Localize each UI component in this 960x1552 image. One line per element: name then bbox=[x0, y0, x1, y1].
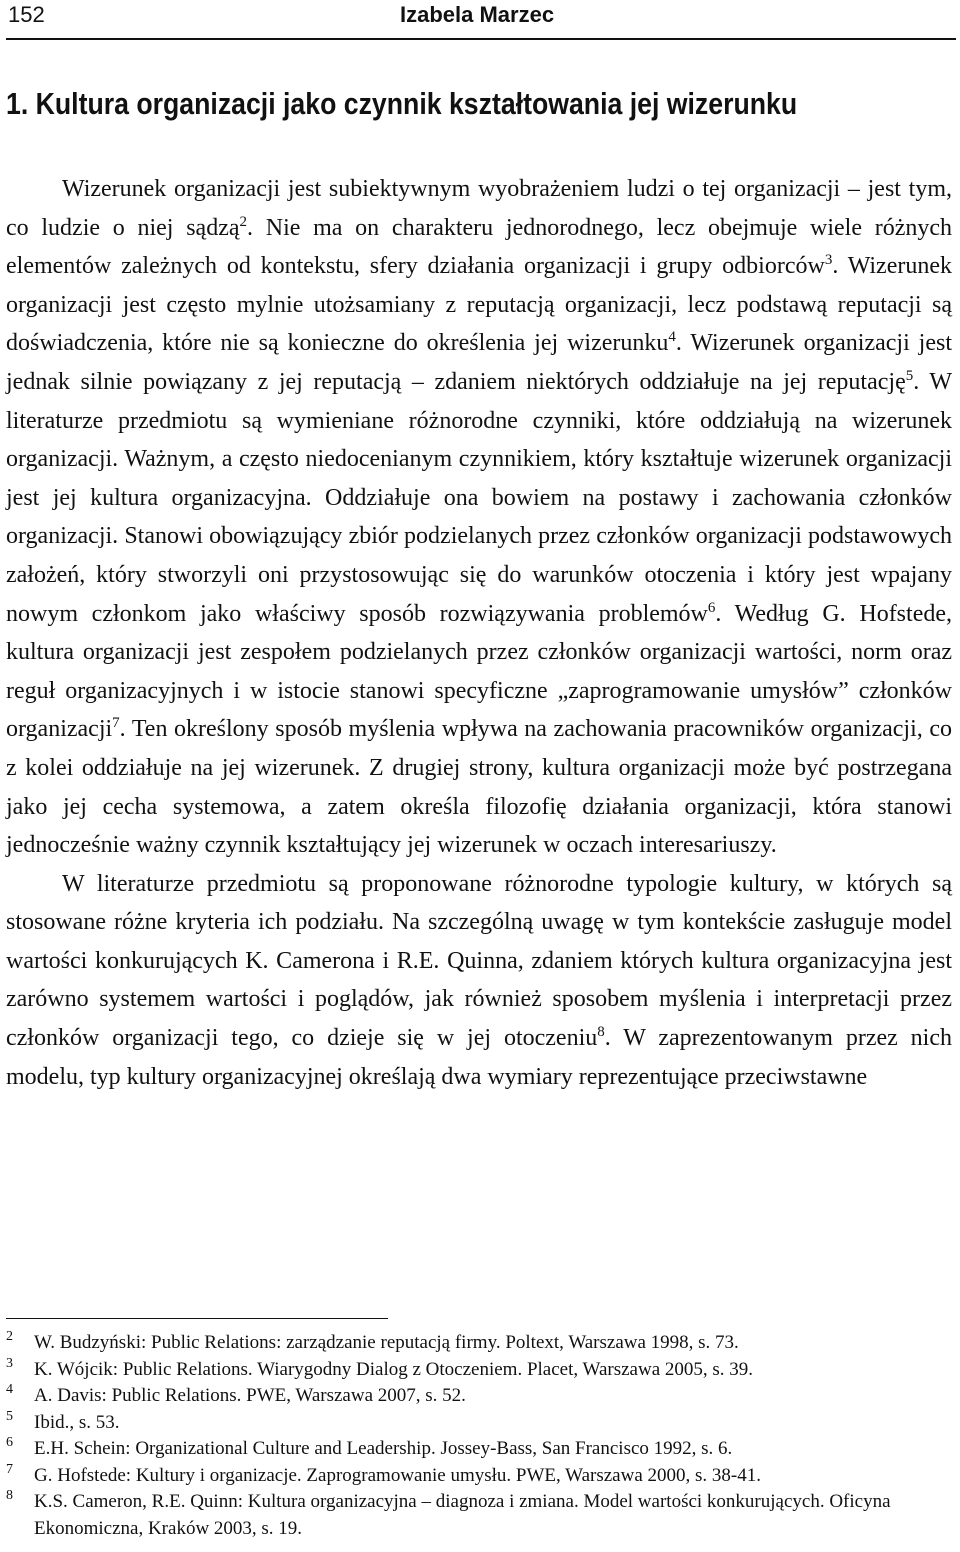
footnote bbox=[6, 1383, 956, 1410]
section-title: 1. Kultura organizacji jako czynnik kształtowania jej wizerunku bbox=[6, 86, 798, 121]
footnote-number: 6 bbox=[6, 1435, 13, 1450]
running-header bbox=[0, 0, 960, 38]
footnote-number: 5 bbox=[6, 1408, 13, 1424]
footnote bbox=[6, 1463, 956, 1490]
footnote-text: G. Hofstede: Kultury i organizacje. Zaprogramowanie umysłu. PWE, Warszawa 2000, s. 38-41. bbox=[34, 1464, 761, 1486]
paragraph-text: . Nie ma on charakteru jednorodnego, lecz obejmuje wiele różnych elementów zależnych od kontekstu, sfery działania organizacji i grupy odbiorców bbox=[6, 214, 953, 280]
footnote-ref: 7 bbox=[112, 715, 120, 732]
footnote bbox=[6, 1436, 956, 1463]
paragraph-text: . Według G. Hofstede, kultura organizacji jest zespołem podzielanych przez członków organizacji wartości, norm oraz reguł organizacyjnych i w istocie stanowi specyficzne „zaprogramowanie umysłów” członków organizacji bbox=[6, 600, 952, 743]
paragraph-text: W literaturze przedmiotu są proponowane różnorodne typologie kultury, w których są stosowane różne kryteria ich podziału. Na szczególną uwagę w tym kontekście zasługuje model wartości konkurujących K. Camerona i R.E. Quinna, zdaniem których kultura organizacyjna jest zarówno systemem wartości i poglądów, jak również sposobem myślenia i interpretacji przez członków organizacji tego, co dzieje się w jej otoczeniu bbox=[6, 870, 952, 1052]
footnote-ref: 4 bbox=[668, 329, 676, 346]
footnote-text: W. Budzyński: Public Relations: zarządzanie reputacją firmy. Poltext, Warszawa 1998, s. 73. bbox=[34, 1332, 739, 1353]
paragraph-text: . W zaprezentowanym przez nich modelu, typ kultury organizacyjnej określają dwa wymiary reprezentujące przeciwstawne bbox=[6, 1025, 952, 1090]
footnote-ref: 5 bbox=[905, 367, 914, 384]
footnote-ref: 8 bbox=[597, 1024, 605, 1041]
footnote-text: K.S. Cameron, R.E. Quinn: Kultura organizacyjna – diagnoza i zmiana. Model wartości konkurujących. Oficyna Ekonomiczna, Kraków 2003, s. 19. bbox=[34, 1491, 891, 1539]
paragraph bbox=[6, 170, 952, 865]
paragraph-text: . Wizerunek organizacji jest często mylnie utożsamiany z reputacją organizacji, lecz podstawą reputacji są doświadczenia, które nie są konieczne do określenia jej wizerunku bbox=[6, 253, 953, 357]
footnote-text: K. Wójcik: Public Relations. Wiarygodny Dialog z Otoczeniem. Placet, Warszawa 2005, s. 39. bbox=[34, 1358, 754, 1380]
body-text bbox=[6, 170, 952, 1096]
footnote bbox=[6, 1489, 956, 1542]
footnote-text: Ibid., s. 53. bbox=[34, 1411, 120, 1433]
footnote-number: 2 bbox=[6, 1329, 13, 1344]
footnote bbox=[6, 1357, 956, 1384]
footnote bbox=[6, 1330, 956, 1357]
footnote-rule bbox=[6, 1318, 388, 1319]
footnote-number: 4 bbox=[6, 1382, 13, 1397]
footnote-text: A. Davis: Public Relations. PWE, Warszawa 2007, s. 52. bbox=[34, 1385, 466, 1406]
footnote-number: 7 bbox=[6, 1461, 13, 1477]
footnote-ref: 3 bbox=[824, 252, 833, 269]
footnote bbox=[6, 1410, 956, 1437]
running-author: Izabela Marzec bbox=[400, 2, 555, 27]
paragraph-text: . Ten określony sposób myślenia wpływa na zachowania pracowników organizacji, co z kolei oddziałuje na jej wizerunek. Z drugiej strony, kultura organizacji może być postrzegana jako jej cecha systemowa, a zatem określa filozofię działania organizacji, która stanowi jednocześnie ważny czynnik kształtujący jej wizerunek w oczach interesariuszy. bbox=[6, 716, 952, 859]
footnotes bbox=[6, 1330, 956, 1542]
paragraph bbox=[6, 865, 952, 1097]
paragraph-text: Wizerunek organizacji jest subiektywnym wyobrażeniem ludzi o tej organizacji – jest tym, co ludzie o niej sądzą bbox=[6, 176, 952, 241]
footnote-ref: 6 bbox=[707, 599, 716, 616]
paragraph-text: . W literaturze przedmiotu są wymieniane różnorodne czynniki, które oddziałują na wizerunek organizacji. Ważnym, a często niedocenianym czynnikiem, który kształtuje wizerunek organizacji jest jej kultura organizacyjna. Oddziałuje ona bowiem na postawy i zachowania członków organizacji. Stanowi obowiązujący zbiór podzielanych przez członków organizacji podstawowych założeń, który stworzyli oni przystosowując się do warunków otoczenia i który jest wpajany nowym członkom jako właściwy sposób rozwiązywania problemów bbox=[6, 368, 952, 627]
footnote-ref: 2 bbox=[239, 213, 248, 230]
footnote-text: E.H. Schein: Organizational Culture and Leadership. Jossey-Bass, San Francisco 1992, s. 6. bbox=[34, 1438, 733, 1459]
footnote-number: 3 bbox=[6, 1355, 13, 1371]
footnote-number: 8 bbox=[6, 1488, 13, 1503]
paragraph-text: . Wizerunek organizacji jest jednak silnie powiązany z jej reputacją – zdaniem niektórych oddziałuje na jej reputację bbox=[6, 330, 953, 395]
page-number: 152 bbox=[8, 2, 45, 27]
header-rule bbox=[6, 38, 956, 40]
